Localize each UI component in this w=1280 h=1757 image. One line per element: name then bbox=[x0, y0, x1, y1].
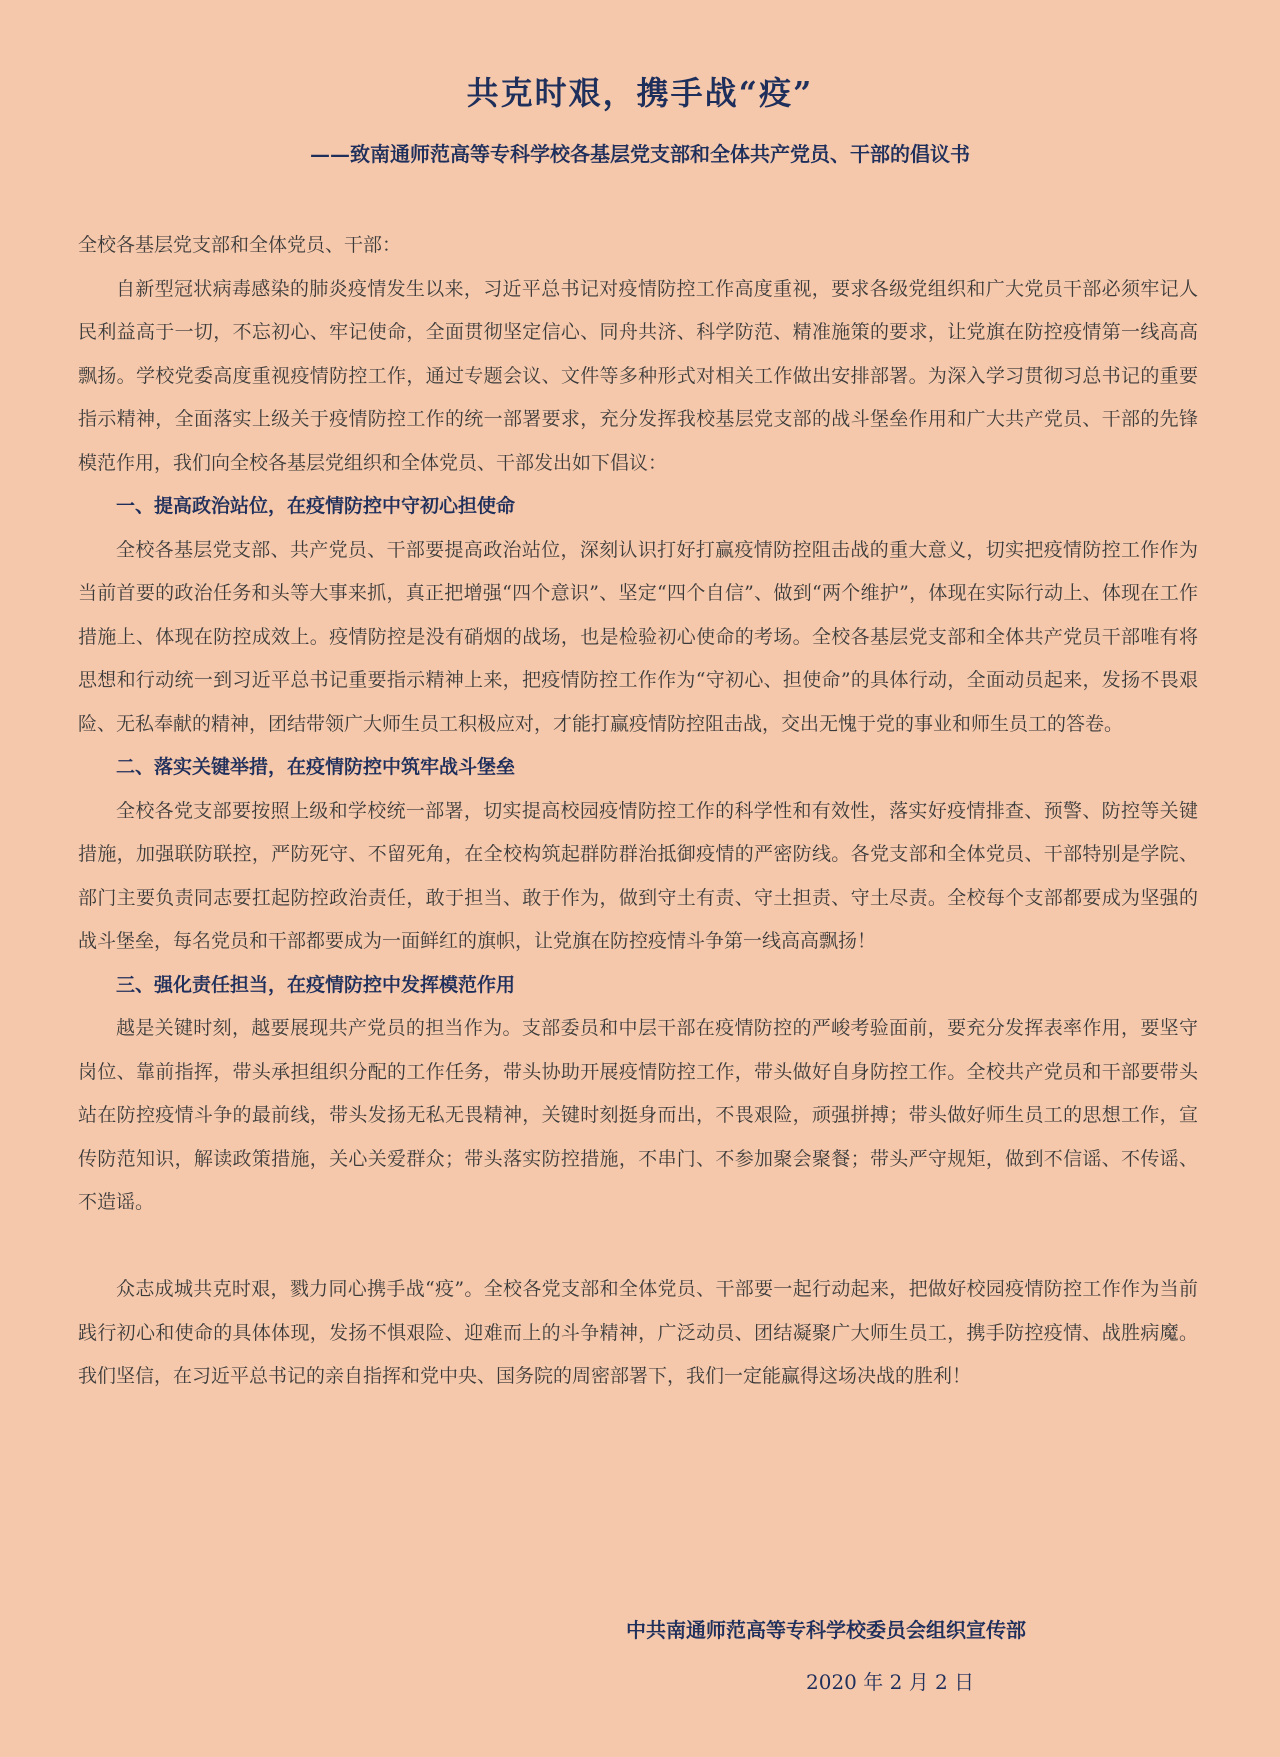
section-3-heading: 三、强化责任担当，在疫情防控中发挥模范作用 bbox=[116, 973, 516, 996]
salutation: 全校各基层党支部和全体党员、干部： bbox=[78, 234, 402, 256]
closing-paragraph: 众志成城共克时艰，戮力同心携手战“疫”。全校各党支部和全体党员、干部要一起行动起来，把做好校园疫情防控工作作为当前践行初心和使命的具体体现，发扬不惧艰险、迎难而上的斗争精神，广泛动员、团结凝聚广大师生员工，携手防控疫情、战胜病魔。我们坚信，在习近平总书记的亲自指挥和党中央、国务院的周密部署下，我们一定能赢得这场决战的胜利！ bbox=[78, 1278, 1198, 1387]
signature-organization: 中共南通师范高等专科学校委员会组织宣传部 bbox=[626, 1618, 1026, 1642]
signature-date: 2020 年 2 月 2 日 bbox=[806, 1670, 975, 1694]
document-title: 共克时艰，携手战“疫” bbox=[466, 74, 814, 112]
section-1-text: 全校各基层党支部、共产党员、干部要提高政治站位，深刻认识打好打赢疫情防控阻击战的重大意义，切实把疫情防控工作作为当前首要的政治任务和头等大事来抓，真正把增强“四个意识”、坚定“四个自信”、做到“两个维护”，体现在实际行动上、体现在工作措施上、体现在防控成效上。疫情防控是没有硝烟的战场，也是检验初心使命的考场。全校各基层党支部和全体共产党员干部唯有将思想和行动统一到习近平总书记重要指示精神上来，把疫情防控工作作为“守初心、担使命”的具体行动，全面动员起来，发扬不畏艰险、无私奉献的精神，团结带领广大师生员工积极应对，才能打赢疫情防控阻击战，交出无愧于党的事业和师生员工的答卷。 bbox=[78, 538, 1198, 735]
section-2-text: 全校各党支部要按照上级和学校统一部署，切实提高校园疫情防控工作的科学性和有效性，落实好疫情排查、预警、防控等关键措施，加强联防联控，严防死守、不留死角，在全校构筑起群防群治抵御疫情的严密防线。各党支部和全体党员、干部特别是学院、部门主要负责同志要扛起防控政治责任，敢于担当、敢于作为，做到守土有责、守土担责、守土尽责。全校每个支部都要成为坚强的战斗堡垒，每名党员和干部都要成为一面鲜红的旗帜，让党旗在防控疫情斗争第一线高高飘扬！ bbox=[78, 799, 1198, 952]
paragraph-spacer bbox=[78, 1225, 1198, 1269]
section-1-heading: 一、提高政治站位，在疫情防控中守初心担使命 bbox=[116, 495, 516, 517]
section-3-text: 越是关键时刻，越要展现共产党员的担当作为。支部委员和中层干部在疫情防控的严峻考验面前，要充分发挥表率作用，要坚守岗位、靠前指挥，带头承担组织分配的工作任务，带头协助开展疫情防控工作，带头做好自身防控工作。全校共产党员和干部要带头站在防控疫情斗争的最前线，带头发扬无私无畏精神，关键时刻挺身而出，不畏艰险，顽强拼搏；带头做好师生员工的思想工作，宣传防范知识，解读政策措施，关心关爱群众；带头落实防控措施，不串门、不参加聚会聚餐；带头严守规矩，做到不信谣、不传谣、不造谣。 bbox=[78, 1017, 1198, 1213]
section-2-heading: 二、落实关键举措，在疫情防控中筑牢战斗堡垒 bbox=[116, 756, 516, 778]
intro-paragraph: 自新型冠状病毒感染的肺炎疫情发生以来，习近平总书记对疫情防控工作高度重视，要求各级党组织和广大党员干部必须牢记人民利益高于一切，不忘初心、牢记使命，全面贯彻坚定信心、同舟共济、科学防范、精准施策的要求，让党旗在防控疫情第一线高高飘扬。学校党委高度重视疫情防控工作，通过专题会议、文件等多种形式对相关工作做出安排部署。为深入学习贯彻习总书记的重要指示精神，全面落实上级关于疫情防控工作的统一部署要求，充分发挥我校基层党支部的战斗堡垒作用和广大共产党员、干部的先锋模范作用，我们向全校各基层党组织和全体党员、干部发出如下倡议： bbox=[78, 277, 1198, 474]
document-subtitle: ——致南通师范高等专科学校各基层党支部和全体共产党员、干部的倡议书 bbox=[310, 142, 970, 166]
document-body bbox=[78, 224, 1198, 1399]
